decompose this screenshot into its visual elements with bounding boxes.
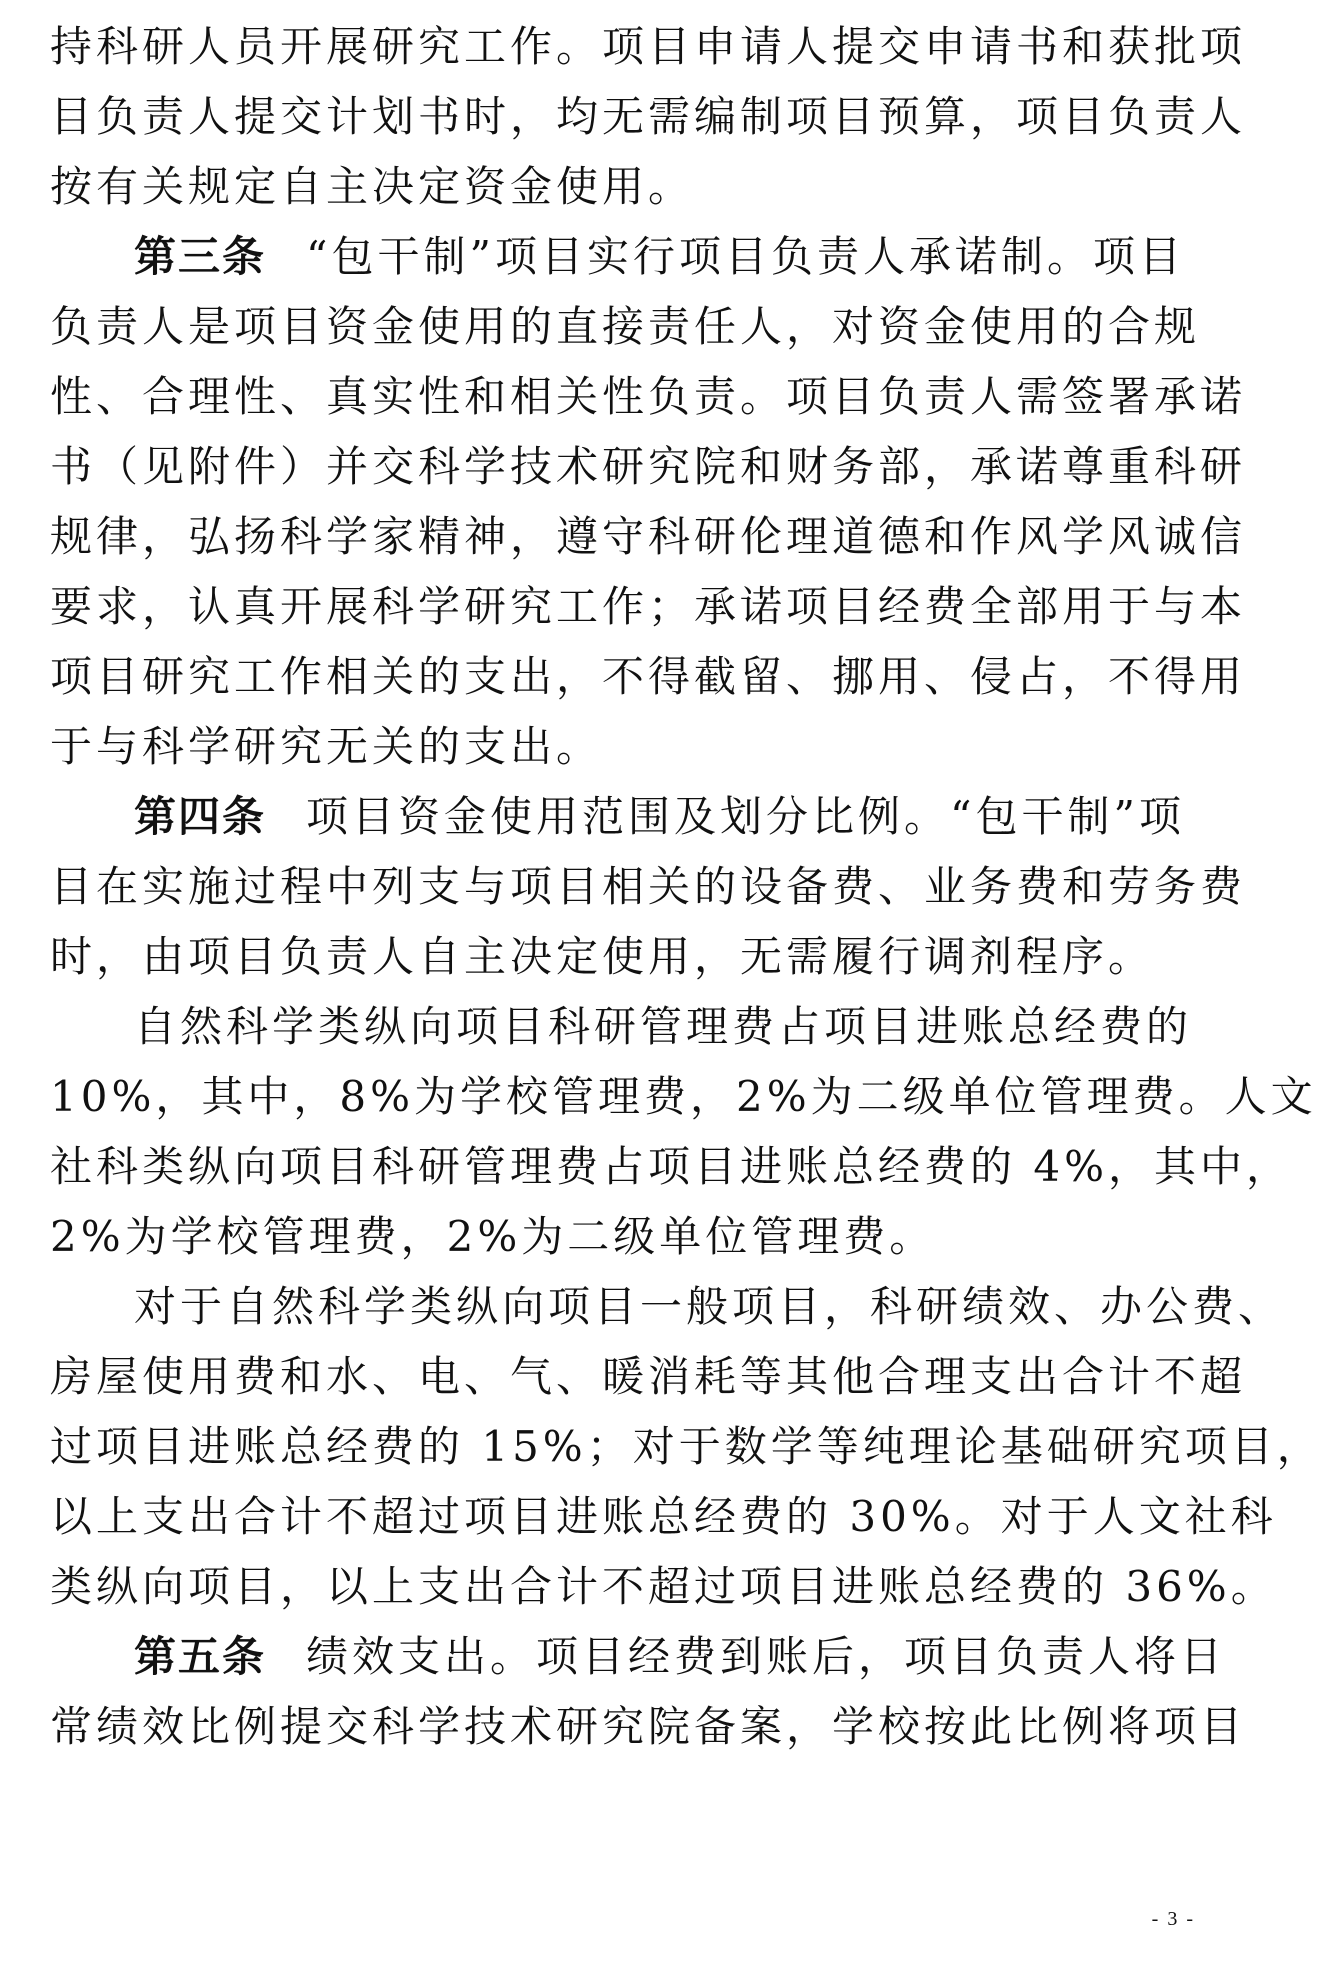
text-line: 规律，弘扬科学家精神，遵守科研伦理道德和作风学风诚信 [50,512,1247,561]
article-three-heading-line [50,222,1195,292]
text-line: 性、合理性、真实性和相关性负责。项目负责人需签署承诺 [50,372,1247,421]
text-line: 绩效支出。项目经费到账后，项目负责人将日 [306,1632,1227,1681]
text-line: 目负责人提交计划书时，均无需编制项目预算，项目负责人 [50,92,1247,141]
text-line: 负责人是项目资金使用的直接责任人，对资金使用的合规 [50,302,1201,351]
article-four-label: 第四条 [134,792,267,841]
text-line: 要求，认真开展科学研究工作；承诺项目经费全部用于与本 [50,582,1247,631]
text-line: 以上支出合计不超过项目进账总经费的 30%。对于人文社科 [50,1492,1277,1541]
text-line: 房屋使用费和水、电、气、暖消耗等其他合理支出合计不超 [50,1352,1247,1401]
text-line: 时，由项目负责人自主决定使用，无需履行调剂程序。 [50,932,1155,981]
text-line: 社科类纵向项目科研管理费占项目进账总经费的 4%，其中， [50,1142,1292,1191]
text-line: 10%，其中，8%为学校管理费，2%为二级单位管理费。人文 [50,1072,1317,1121]
paragraph-first-line: 自然科学类纵向项目科研管理费占项目进账总经费的 [134,1002,1193,1051]
article-four-heading-line [50,782,1195,852]
article-three-label: 第三条 [134,232,267,281]
text-line: 过项目进账总经费的 15%；对于数学等纯理论基础研究项目， [50,1422,1323,1471]
text-line: 按有关规定自主决定资金使用。 [50,162,695,211]
paragraph-first-line: 对于自然科学类纵向项目一般项目，科研绩效、办公费、 [134,1282,1285,1331]
document-body [50,12,1323,1762]
text-line: 2%为学校管理费，2%为二级单位管理费。 [50,1212,936,1261]
text-line: 项目研究工作相关的支出，不得截留、挪用、侵占，不得用 [50,652,1247,701]
text-line: 于与科学研究无关的支出。 [50,722,603,771]
article-five-label: 第五条 [134,1632,267,1681]
text-line: 持科研人员开展研究工作。项目申请人提交申请书和获批项 [50,22,1247,71]
text-line: 书（见附件）并交科学技术研究院和财务部，承诺尊重科研 [50,442,1247,491]
page-number: - 3 - [1151,1908,1195,1930]
text-line: 常绩效比例提交科学技术研究院备案，学校按此比例将项目 [50,1702,1247,1751]
text-line: “包干制”项目实行项目负责人承诺制。项目 [306,232,1185,281]
text-line: 类纵向项目，以上支出合计不超过项目进账总经费的 36%。 [50,1562,1277,1611]
text-line: 目在实施过程中列支与项目相关的设备费、业务费和劳务费 [50,862,1247,911]
text-line: 项目资金使用范围及划分比例。“包干制”项 [306,792,1185,841]
article-five-heading-line [50,1622,1227,1692]
